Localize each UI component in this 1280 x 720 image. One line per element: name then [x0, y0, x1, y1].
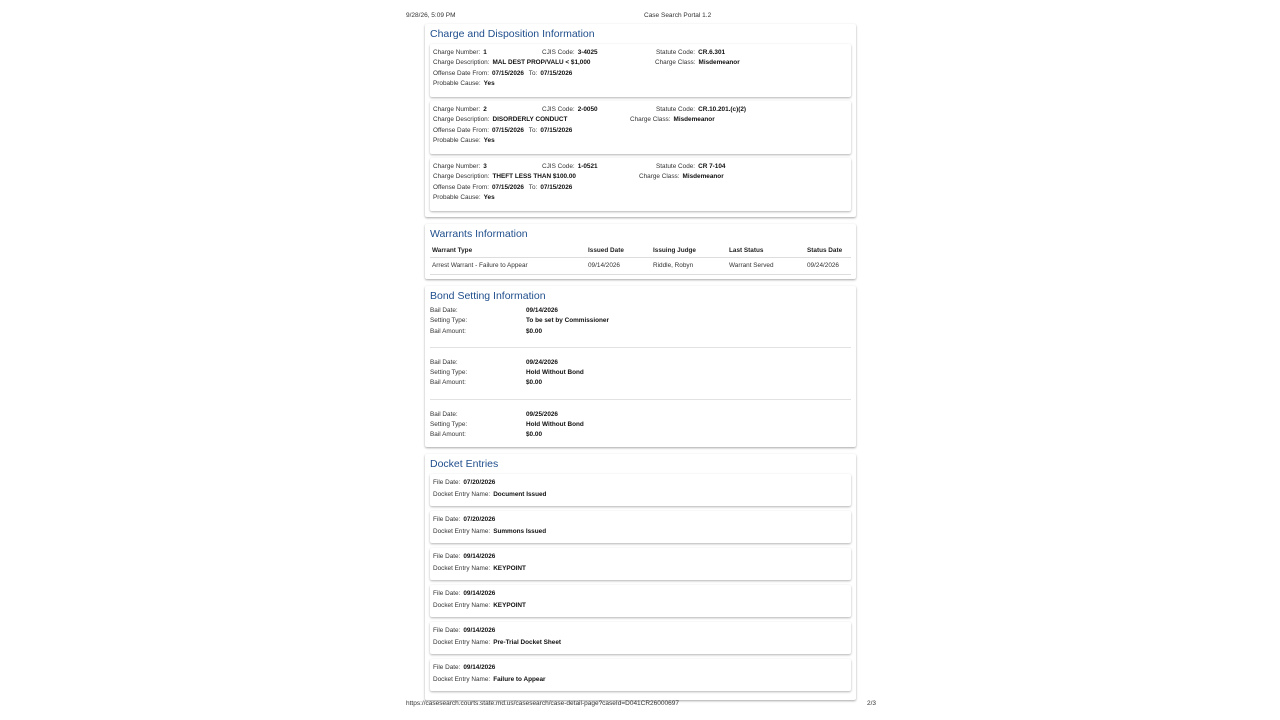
file-date: 07/20/2026: [463, 478, 496, 486]
docket-entry-name-label: Docket Entry Name:: [433, 527, 491, 535]
file-date-label: File Date:: [433, 589, 461, 597]
charge-description: THEFT LESS THAN $100.00: [492, 173, 576, 181]
offense-date-from-label: Offense Date From:: [433, 69, 489, 77]
probable-cause-label: Probable Cause:: [433, 193, 481, 201]
statute-code: CR.10.201.(c)(2): [698, 106, 747, 113]
bail-amount: $0.00: [526, 379, 542, 387]
docket-entry-card: [430, 585, 851, 617]
file-date-label: File Date:: [433, 478, 461, 486]
issued-date-cell: 09/14/2026: [586, 258, 651, 275]
print-title: Case Search Portal 1.2: [644, 12, 712, 19]
docket-entry-name-label: Docket Entry Name:: [433, 601, 491, 609]
charge-description: DISORDERLY CONDUCT: [492, 116, 568, 124]
page-number: 2/3: [866, 700, 876, 707]
column-header-warrant-type: Warrant Type: [430, 244, 586, 258]
statute-code: CR 7-104: [698, 163, 726, 170]
docket-entry-card: [430, 474, 851, 506]
charge-number-label: Charge Number:: [433, 49, 481, 56]
offense-date-from: 07/15/2026: [492, 183, 524, 191]
last-status-cell: Warrant Served: [727, 258, 805, 275]
docket-entry-name: Document Issued: [493, 490, 547, 498]
bail-date-label: Bail Date:: [430, 410, 458, 418]
charge-class: Misdemeanor: [682, 173, 724, 181]
cjis-code: 3-4025: [577, 49, 598, 56]
offense-date-to-label: To:: [528, 69, 538, 77]
charge-number-label: Charge Number:: [433, 163, 481, 170]
setting-type-label: Setting Type:: [430, 421, 468, 429]
charge-description-label: Charge Description:: [433, 173, 490, 181]
offense-date-to-label: To:: [528, 183, 538, 191]
docket-entry-name-label: Docket Entry Name:: [433, 638, 491, 646]
charge-class-label: Charge Class:: [655, 59, 696, 67]
docket-entry-card: [430, 511, 851, 543]
offense-date-to: 07/15/2026: [540, 69, 573, 77]
docket-entry-card: [430, 622, 851, 654]
table-header-row: [430, 244, 851, 258]
bail-amount: $0.00: [526, 431, 542, 439]
warrants-table: [430, 244, 851, 275]
probable-cause: Yes: [483, 193, 495, 201]
bail-amount: $0.00: [526, 327, 542, 335]
offense-date-to: 07/15/2026: [540, 126, 573, 134]
docket-entry-name: Failure to Appear: [493, 675, 546, 683]
charge-card: [430, 158, 851, 211]
charge-number: 3: [483, 163, 487, 170]
bond-setting-section: [425, 286, 856, 447]
offense-date-from-label: Offense Date From:: [433, 183, 489, 191]
bond-entry: [430, 410, 851, 443]
column-header-last-status: Last Status: [727, 244, 805, 258]
charge-number-label: Charge Number:: [433, 106, 481, 113]
probable-cause-label: Probable Cause:: [433, 136, 481, 144]
column-header-status-date: Status Date: [805, 244, 851, 258]
probable-cause-label: Probable Cause:: [433, 79, 481, 87]
file-date: 09/14/2026: [463, 626, 496, 634]
bail-date: 09/24/2026: [526, 358, 558, 366]
file-date: 09/14/2026: [463, 552, 496, 560]
bail-date-label: Bail Date:: [430, 358, 458, 366]
file-date: 09/14/2026: [463, 663, 496, 671]
docket-entry-name: Pre-Trial Docket Sheet: [493, 638, 562, 646]
table-row: [430, 258, 851, 275]
charge-class: Misdemeanor: [698, 59, 740, 67]
offense-date-to-label: To:: [528, 126, 538, 134]
warrants-section: [425, 224, 856, 279]
statute-code-label: Statute Code:: [656, 106, 696, 113]
docket-entry-name-label: Docket Entry Name:: [433, 490, 491, 498]
offense-date-from-label: Offense Date From:: [433, 126, 489, 134]
status-date-cell: 09/24/2026: [805, 258, 851, 275]
column-header-issuing-judge: Issuing Judge: [651, 244, 727, 258]
section-title: Charge and Disposition Information: [430, 28, 595, 40]
charge-class: Misdemeanor: [673, 116, 715, 124]
bond-entry: [430, 358, 851, 400]
docket-entry-card: [430, 659, 851, 691]
bail-amount-label: Bail Amount:: [430, 431, 466, 439]
charge-class-label: Charge Class:: [630, 116, 671, 124]
charge-description-label: Charge Description:: [433, 59, 490, 67]
setting-type-label: Setting Type:: [430, 317, 468, 325]
cjis-code-label: CJIS Code:: [542, 106, 575, 113]
bail-amount-label: Bail Amount:: [430, 327, 466, 335]
charge-number: 1: [483, 49, 487, 56]
statute-code-label: Statute Code:: [656, 49, 696, 56]
section-title: Docket Entries: [430, 457, 499, 470]
charge-description-label: Charge Description:: [433, 116, 490, 124]
case-detail-content: [425, 24, 856, 707]
setting-type-label: Setting Type:: [430, 369, 468, 377]
docket-entry-name: KEYPOINT: [493, 564, 526, 572]
issuing-judge-cell: Riddle, Robyn: [651, 258, 727, 275]
file-date-label: File Date:: [433, 515, 461, 523]
offense-date-from: 07/15/2026: [492, 126, 524, 134]
cjis-code: 1-0521: [577, 163, 598, 170]
print-date: 9/28/26, 5:09 PM: [406, 12, 456, 19]
charge-description: MAL DEST PROP/VALU < $1,000: [492, 59, 591, 67]
statute-code-label: Statute Code:: [656, 163, 696, 170]
cjis-code-label: CJIS Code:: [542, 49, 575, 56]
page-url[interactable]: https://casesearch.courts.state.md.us/casesearch/case-detail-page?caseId=D041CR26000697: [406, 700, 679, 707]
file-date: 09/14/2026: [463, 589, 496, 597]
probable-cause: Yes: [483, 136, 495, 144]
charge-number: 2: [483, 106, 487, 113]
bail-date: 09/14/2026: [526, 307, 558, 314]
column-header-issued-date: Issued Date: [586, 244, 651, 258]
bond-entry: [430, 306, 851, 348]
statute-code: CR.6.301: [698, 49, 726, 56]
docket-entry-name: Summons Issued: [493, 527, 547, 535]
docket-entries-section: [425, 454, 856, 700]
bail-date-label: Bail Date:: [430, 307, 458, 314]
bail-date: 09/25/2026: [526, 410, 558, 418]
setting-type: To be set by Commissioner: [526, 317, 609, 325]
warrant-type-cell: Arrest Warrant - Failure to Appear: [430, 258, 586, 275]
charge-class-label: Charge Class:: [639, 173, 680, 181]
section-title: Bond Setting Information: [430, 290, 546, 302]
file-date-label: File Date:: [433, 626, 461, 634]
probable-cause: Yes: [483, 79, 495, 87]
charge-card: [430, 101, 851, 154]
file-date-label: File Date:: [433, 663, 461, 671]
charge-card: [430, 44, 851, 97]
file-date: 07/20/2026: [463, 515, 496, 523]
docket-entry-name-label: Docket Entry Name:: [433, 564, 491, 572]
cjis-code: 2-0050: [577, 106, 598, 113]
charge-disposition-section: [425, 24, 856, 217]
bail-amount-label: Bail Amount:: [430, 379, 466, 387]
section-title: Warrants Information: [430, 228, 528, 240]
docket-entry-name: KEYPOINT: [493, 601, 526, 609]
file-date-label: File Date:: [433, 552, 461, 560]
offense-date-to: 07/15/2026: [540, 183, 573, 191]
offense-date-from: 07/15/2026: [492, 69, 524, 77]
setting-type: Hold Without Bond: [526, 369, 584, 377]
docket-entry-name-label: Docket Entry Name:: [433, 675, 491, 683]
docket-entry-card: [430, 548, 851, 580]
cjis-code-label: CJIS Code:: [542, 163, 575, 170]
setting-type: Hold Without Bond: [526, 421, 584, 429]
